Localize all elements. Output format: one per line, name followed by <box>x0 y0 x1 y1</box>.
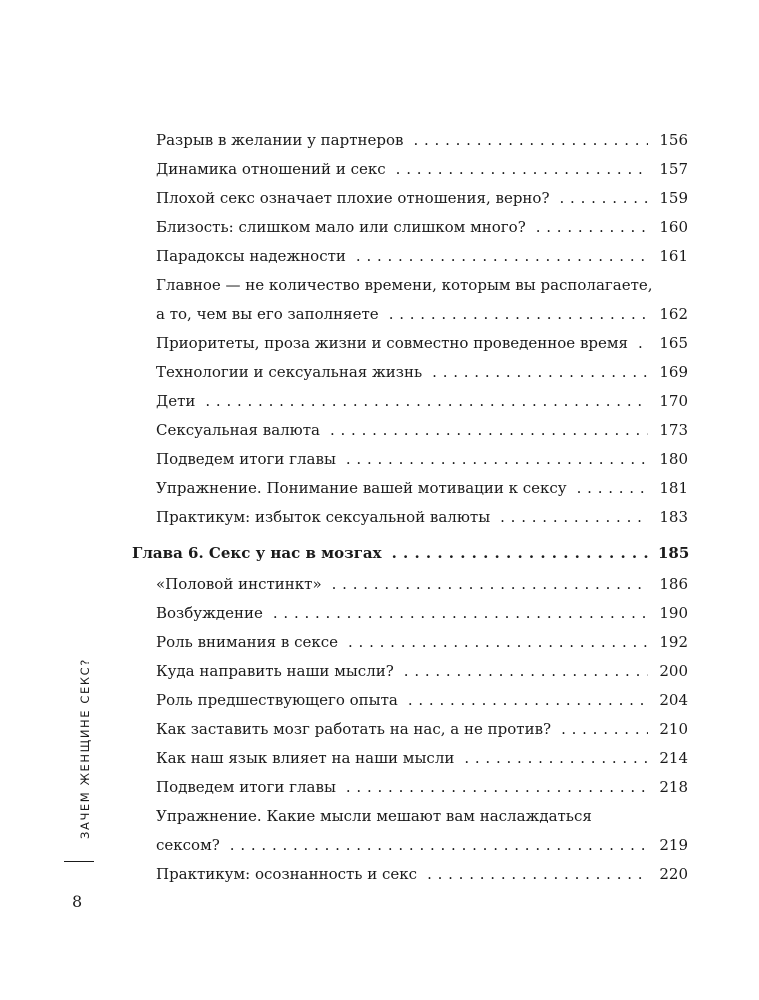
toc-entry-page: 186 <box>659 575 688 593</box>
toc-entry-title: Сексуальная валюта <box>156 421 320 439</box>
dot-leader <box>346 445 648 474</box>
toc-entry-page: 160 <box>659 218 688 236</box>
toc-entry-title: Практикум: осознанность и секс <box>156 865 418 883</box>
toc-entry-page: 210 <box>659 720 688 738</box>
dot-leader <box>413 126 648 155</box>
toc-entry-title-line1: Главное — не количество времени, которым вы располагаете, <box>156 276 653 294</box>
dot-leader <box>577 474 648 503</box>
dot-leader <box>205 387 648 416</box>
toc-entry-title: Как наш язык влияет на наши мысли <box>156 749 455 767</box>
toc-entry <box>132 773 688 802</box>
toc-entry-title: а то, чем вы его заполняете <box>156 305 379 323</box>
toc-entry <box>132 184 688 213</box>
toc-entry <box>132 715 688 744</box>
toc-entry <box>132 445 688 474</box>
toc-entry-title: Близость: слишком мало или слишком много? <box>156 218 526 236</box>
dot-leader <box>427 860 648 889</box>
toc-entry-title: Парадоксы надежности <box>156 247 346 265</box>
dot-leader <box>500 503 648 532</box>
dot-leader <box>332 570 648 599</box>
toc-entry <box>132 686 688 715</box>
toc-entry <box>132 213 688 242</box>
toc-entry <box>132 155 688 184</box>
toc-entry-page: 214 <box>659 749 688 767</box>
toc-entry-title-line1: Упражнение. Какие мысли мешают вам наслаждаться <box>156 807 592 825</box>
toc-entry-title: Динамика отношений и секс <box>156 160 386 178</box>
dot-leader <box>404 657 648 686</box>
dot-leader <box>392 539 648 568</box>
dot-leader <box>396 155 648 184</box>
toc-entry <box>132 474 688 503</box>
toc-entry-page: 219 <box>659 836 688 854</box>
toc-entry-page: 220 <box>659 865 688 883</box>
toc-entry-title: Практикум: избыток сексуальной валюты <box>156 508 491 526</box>
toc-entry-page: 181 <box>659 479 688 497</box>
toc-entry-page: 180 <box>659 450 688 468</box>
toc-entry-title: Возбуждение <box>156 604 263 622</box>
toc-chapter-entry <box>132 539 688 568</box>
toc-entry <box>132 802 688 860</box>
toc-entry-title: Подведем итоги главы <box>156 450 336 468</box>
toc-entry-page: 169 <box>659 363 688 381</box>
toc-entry-title: «Половой инстинкт» <box>156 575 322 593</box>
dot-leader <box>560 184 648 213</box>
toc-entry-page: 165 <box>659 334 688 352</box>
toc-entry-title: Приоритеты, проза жизни и совместно проведенное время <box>156 334 628 352</box>
toc-entry <box>132 387 688 416</box>
toc-entry-page: 192 <box>659 633 688 651</box>
toc-entry <box>132 329 688 358</box>
toc-entry-page: 170 <box>659 392 688 410</box>
toc-entry-title: Дети <box>156 392 196 410</box>
dot-leader <box>638 329 648 358</box>
toc-entry-title: Куда направить наши мысли? <box>156 662 394 680</box>
toc-entry <box>132 358 688 387</box>
toc-entry <box>132 271 688 329</box>
toc-entry-page: 183 <box>659 508 688 526</box>
dot-leader <box>273 599 648 628</box>
toc-entry <box>132 416 688 445</box>
toc-entry <box>132 657 688 686</box>
dot-leader <box>536 213 648 242</box>
toc-entry <box>132 570 688 599</box>
toc-entry <box>132 628 688 657</box>
toc-entry-title: Упражнение. Понимание вашей мотивации к сексу <box>156 479 567 497</box>
folio-rule <box>64 861 94 862</box>
toc-entry-title: Подведем итоги главы <box>156 778 336 796</box>
toc-entry-title: Роль внимания в сексе <box>156 633 339 651</box>
toc-entry-page: 185 <box>658 544 690 562</box>
toc-entry-page: 156 <box>659 131 688 149</box>
toc-entry <box>132 242 688 271</box>
toc-entry-page: 159 <box>659 189 688 207</box>
table-of-contents <box>132 126 688 889</box>
toc-entry <box>132 503 688 532</box>
toc-entry-page: 218 <box>659 778 688 796</box>
dot-leader <box>561 715 648 744</box>
dot-leader <box>389 300 648 329</box>
toc-entry <box>132 599 688 628</box>
dot-leader <box>346 773 648 802</box>
toc-entry-title: Роль предшествующего опыта <box>156 691 398 709</box>
toc-entry-page: 162 <box>659 305 688 323</box>
toc-entry-page: 200 <box>659 662 688 680</box>
dot-leader <box>330 416 648 445</box>
dot-leader <box>356 242 648 271</box>
toc-entry-title: Разрыв в желании у партнеров <box>156 131 404 149</box>
toc-entry-page: 157 <box>659 160 688 178</box>
toc-entry-page: 173 <box>659 421 688 439</box>
toc-entry-title: Плохой секс означает плохие отношения, верно? <box>156 189 550 207</box>
page-number: 8 <box>72 892 83 911</box>
toc-entry <box>132 126 688 155</box>
dot-leader <box>348 628 648 657</box>
toc-entry <box>132 744 688 773</box>
dot-leader <box>408 686 648 715</box>
dot-leader <box>464 744 648 773</box>
dot-leader <box>432 358 648 387</box>
running-head: ЗАЧЕМ ЖЕНЩИНЕ СЕКС? <box>78 657 92 839</box>
toc-entry <box>132 860 688 889</box>
toc-entry-title: Технологии и сексуальная жизнь <box>156 363 423 381</box>
toc-entry-page: 204 <box>659 691 688 709</box>
toc-entry-title: Глава 6. Секс у нас в мозгах <box>132 544 382 562</box>
dot-leader <box>230 831 648 860</box>
toc-entry-title: сексом? <box>156 836 220 854</box>
toc-entry-title: Как заставить мозг работать на нас, а не против? <box>156 720 552 738</box>
toc-entry-page: 190 <box>659 604 688 622</box>
toc-entry-page: 161 <box>659 247 688 265</box>
